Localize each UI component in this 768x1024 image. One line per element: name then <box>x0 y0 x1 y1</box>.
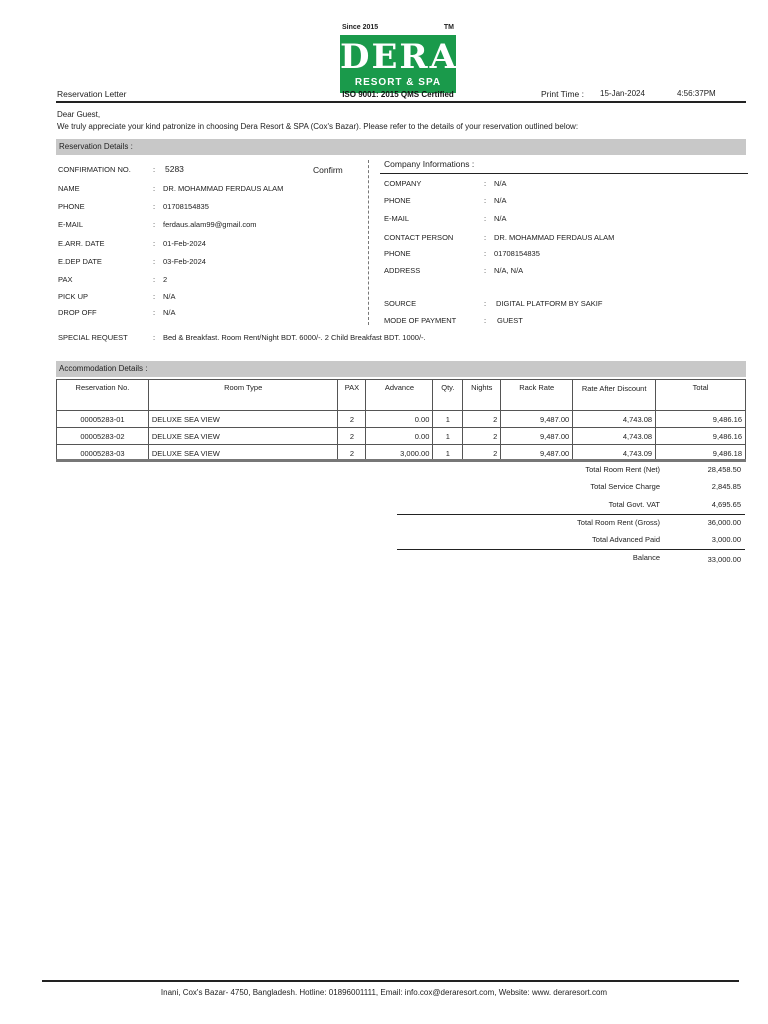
field-colon: : <box>153 308 156 317</box>
col-rack-rate: Rack Rate <box>501 380 573 411</box>
payment-label: MODE OF PAYMENT <box>384 316 457 325</box>
pax-value: 2 <box>163 275 168 284</box>
cell-qty: 1 <box>433 428 463 445</box>
departure-date: 03-Feb-2024 <box>163 257 206 266</box>
cell-reservation-no: 00005283-03 <box>57 445 149 462</box>
special-request-value: Bed & Breakfast. Room Rent/Night BDT. 6000/-. 2 Child Breakfast BDT. 1000/-. <box>163 333 426 342</box>
field-colon: : <box>484 249 487 258</box>
pickup-value: N/A <box>163 292 176 301</box>
logo-box <box>340 35 459 93</box>
guest-email: ferdaus.alam99@gmail.com <box>163 220 257 229</box>
col-rate-after-discount: Rate After Discount <box>573 380 656 411</box>
field-label: E-MAIL <box>58 220 84 229</box>
greeting: Dear Guest, <box>57 110 101 119</box>
guest-name: DR. MOHAMMAD FERDAUS ALAM <box>163 184 284 193</box>
total-label: Total Room Rent (Gross) <box>577 518 660 527</box>
cell-nights: 2 <box>463 445 501 462</box>
col-pax: PAX <box>338 380 366 411</box>
cell-qty: 1 <box>433 445 463 462</box>
print-time: 4:56:37PM <box>677 89 716 98</box>
field-colon: : <box>484 179 487 188</box>
company-value: N/A <box>494 179 507 188</box>
column-divider <box>368 160 369 325</box>
field-colon: : <box>484 266 487 275</box>
special-request-label: SPECIAL REQUEST <box>58 333 128 342</box>
field-colon: : <box>153 239 156 248</box>
cell-rack-rate: 9,487.00 <box>501 411 573 428</box>
reservation-section-title: Reservation Details : <box>59 142 133 151</box>
field-colon: : <box>153 275 156 284</box>
cell-pax: 2 <box>338 428 366 445</box>
field-label: E.ARR. DATE <box>58 239 105 248</box>
cell-nights: 2 <box>463 428 501 445</box>
col-reservation-no: Reservation No. <box>57 380 149 411</box>
guest-phone: 01708154835 <box>163 202 209 211</box>
field-label: PICK UP <box>58 292 89 301</box>
company-field-label: E-MAIL <box>384 214 410 223</box>
col-room-type: Room Type <box>148 380 338 411</box>
confirmation-number: 5283 <box>165 164 184 174</box>
field-colon: : <box>153 292 156 301</box>
field-colon: : <box>153 333 156 342</box>
accommodation-section-bar <box>56 361 746 377</box>
field-colon: : <box>153 202 156 211</box>
arrival-date: 01-Feb-2024 <box>163 239 206 248</box>
cell-pax: 2 <box>338 411 366 428</box>
totals-divider <box>397 514 745 515</box>
company-divider <box>380 173 748 174</box>
company-field-label: CONTACT PERSON <box>384 233 454 242</box>
cell-room-type: DELUXE SEA VIEW <box>148 428 338 445</box>
contact-person: DR. MOHAMMAD FERDAUS ALAM <box>494 233 615 242</box>
logo-subtitle: RESORT & SPA <box>354 77 442 88</box>
cell-room-type: DELUXE SEA VIEW <box>148 411 338 428</box>
total-label: Total Service Charge <box>590 482 660 491</box>
cell-advance: 0.00 <box>366 411 433 428</box>
footer-address: Inani, Cox's Bazar- 4750, Bangladesh. Hotline: 01896001111, Email: info.cox@deraresort.com, Website: www. deraresort.com <box>160 988 608 997</box>
company-field-label: ADDRESS <box>384 266 421 275</box>
cell-rack-rate: 9,487.00 <box>501 445 573 462</box>
cell-qty: 1 <box>433 411 463 428</box>
total-label: Total Govt. VAT <box>608 500 660 509</box>
field-colon: : <box>153 220 156 229</box>
source-value: DIGITAL PLATFORM BY SAKIF <box>496 299 603 308</box>
field-colon: : <box>484 196 487 205</box>
table-row <box>57 428 746 445</box>
cell-rate-after-discount: 4,743.08 <box>573 411 656 428</box>
col-advance: Advance <box>366 380 433 411</box>
cell-total: 9,486.16 <box>656 411 746 428</box>
status-badge: Confirm <box>313 165 343 175</box>
col-nights: Nights <box>463 380 501 411</box>
col-qty: Qty. <box>433 380 463 411</box>
table-row <box>57 411 746 428</box>
field-label: E.DEP DATE <box>58 257 102 266</box>
table-bottom-rule <box>56 459 746 462</box>
field-label: PHONE <box>58 202 85 211</box>
company-section-title: Company Informations : <box>384 159 475 169</box>
dropoff-value: N/A <box>163 308 176 317</box>
cell-room-type: DELUXE SEA VIEW <box>148 445 338 462</box>
field-colon: : <box>484 214 487 223</box>
cell-total: 9,486.16 <box>656 428 746 445</box>
company-field-label: COMPANY <box>384 179 422 188</box>
balance-value: 33,000.00 <box>707 555 741 564</box>
field-colon: : <box>153 257 156 266</box>
print-time-label: Print Time : <box>541 89 584 99</box>
doc-title: Reservation Letter <box>57 89 127 99</box>
col-total: Total <box>656 380 746 411</box>
logo-brand: DERA <box>340 37 459 77</box>
cell-reservation-no: 00005283-01 <box>57 411 149 428</box>
footer-divider <box>42 980 739 982</box>
company-field-label: PHONE <box>384 196 411 205</box>
accommodation-section-title: Accommodation Details : <box>59 364 148 373</box>
field-label: DROP OFF <box>58 308 97 317</box>
cell-rate-after-discount: 4,743.09 <box>573 445 656 462</box>
balance-divider <box>397 549 745 550</box>
total-room-rent-gross: 36,000.00 <box>707 518 741 527</box>
field-colon: : <box>484 316 487 325</box>
cell-advance: 0.00 <box>366 428 433 445</box>
cell-reservation-no: 00005283-02 <box>57 428 149 445</box>
field-colon: : <box>153 184 156 193</box>
field-label: CONFIRMATION NO. <box>58 165 131 174</box>
cell-rate-after-discount: 4,743.08 <box>573 428 656 445</box>
company-field-label: PHONE <box>384 249 411 258</box>
iso-certification: ISO 9001: 2015 QMS Certified <box>342 90 454 99</box>
field-colon: : <box>484 299 487 308</box>
accommodation-table <box>56 379 746 462</box>
field-label: NAME <box>58 184 80 193</box>
payment-value: GUEST <box>497 316 523 325</box>
company-address: N/A, N/A <box>494 266 524 275</box>
cell-nights: 2 <box>463 411 501 428</box>
company-phone: N/A <box>494 196 507 205</box>
total-label: Balance <box>632 553 660 562</box>
table-header-row <box>57 380 746 411</box>
field-colon: : <box>153 165 156 174</box>
header-divider <box>56 101 746 103</box>
source-label: SOURCE <box>384 299 417 308</box>
intro-text: We truly appreciate your kind patronize in choosing Dera Resort & SPA (Cox's Bazar). Please refer to the details of your reservation outlined below: <box>57 122 579 131</box>
field-colon: : <box>484 233 487 242</box>
cell-advance: 3,000.00 <box>366 445 433 462</box>
total-label: Total Room Rent (Net) <box>585 465 660 474</box>
total-advanced-paid: 3,000.00 <box>711 535 741 544</box>
total-service-charge: 2,845.85 <box>711 482 741 491</box>
logo-since: Since 2015 <box>342 24 379 31</box>
total-label: Total Advanced Paid <box>592 535 660 544</box>
field-label: PAX <box>58 275 73 284</box>
logo-tm: TM <box>443 24 454 31</box>
cell-rack-rate: 9,487.00 <box>501 428 573 445</box>
reservation-section-bar <box>56 139 746 155</box>
cell-pax: 2 <box>338 445 366 462</box>
contact-phone: 01708154835 <box>494 249 540 258</box>
company-email: N/A <box>494 214 507 223</box>
company-logo <box>340 22 459 102</box>
cell-total: 9,486.18 <box>656 445 746 462</box>
total-govt-vat: 4,695.65 <box>711 500 741 509</box>
print-date: 15-Jan-2024 <box>600 89 645 98</box>
total-room-rent-net: 28,458.50 <box>707 465 741 474</box>
